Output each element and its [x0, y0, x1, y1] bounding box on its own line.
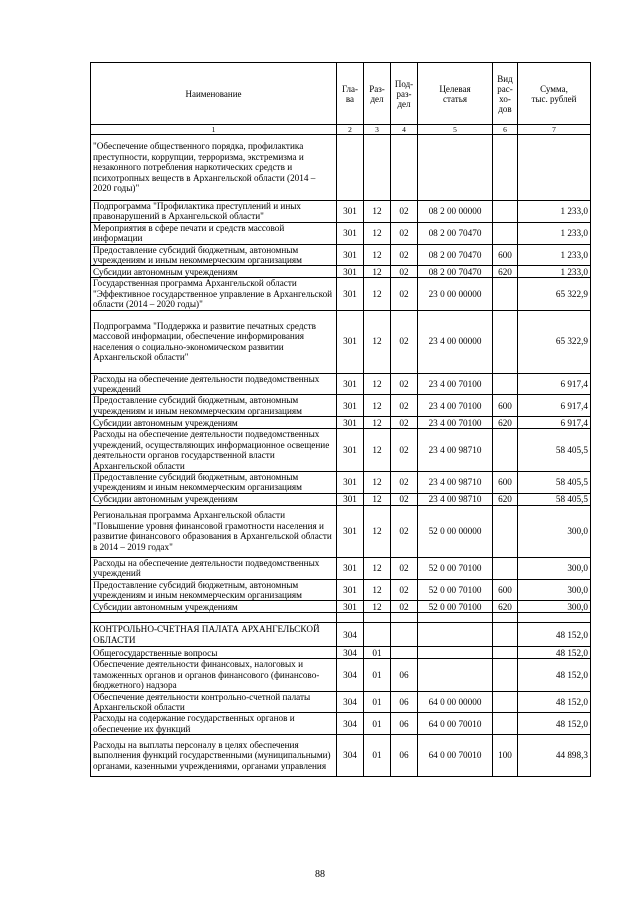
cell-razdel: 12: [364, 505, 391, 557]
header-name: Наименование: [91, 63, 337, 125]
table-row: [91, 135, 591, 201]
cell-summa: 300,0: [518, 579, 591, 601]
cell-name: [91, 613, 337, 623]
cell-summa: 1 233,0: [518, 244, 591, 266]
cell-vid: [493, 691, 518, 713]
cell-summa: 44 898,3: [518, 735, 591, 777]
table-row: [91, 623, 591, 647]
cell-glava: 301: [337, 417, 364, 429]
cell-razdel: 12: [364, 222, 391, 244]
table-row: [91, 579, 591, 601]
cell-podrazdel: 06: [391, 735, 418, 777]
cell-podrazdel: 02: [391, 429, 418, 472]
table-row: [91, 659, 591, 691]
column-number: 3: [364, 125, 391, 135]
cell-statya: [418, 135, 493, 201]
cell-razdel: [364, 613, 391, 623]
cell-glava: 301: [337, 471, 364, 493]
table-row: [91, 429, 591, 472]
cell-razdel: 12: [364, 310, 391, 373]
cell-summa: 58 405,5: [518, 471, 591, 493]
cell-name: Расходы на обеспечение деятельности подведомственных учреждений: [91, 373, 337, 395]
table-row: [91, 310, 591, 373]
cell-glava: 301: [337, 222, 364, 244]
cell-statya: 08 2 00 70470: [418, 222, 493, 244]
cell-summa: [518, 613, 591, 623]
cell-razdel: 12: [364, 201, 391, 223]
cell-summa: 58 405,5: [518, 429, 591, 472]
cell-glava: 301: [337, 493, 364, 505]
cell-statya: 08 2 00 00000: [418, 201, 493, 223]
cell-statya: 52 0 00 70100: [418, 579, 493, 601]
cell-vid: [493, 278, 518, 310]
header-podrazdel: Под- раз- дел: [391, 63, 418, 125]
page-number: 88: [315, 869, 325, 880]
cell-summa: 48 152,0: [518, 623, 591, 647]
cell-name: КОНТРОЛЬНО-СЧЕТНАЯ ПАЛАТА АРХАНГЕЛЬСКОЙ ОБЛАСТИ: [91, 623, 337, 647]
cell-vid: [493, 429, 518, 472]
cell-razdel: 12: [364, 429, 391, 472]
header-razdel: Раз- дел: [364, 63, 391, 125]
cell-statya: [418, 659, 493, 691]
cell-name: Субсидии автономным учреждениям: [91, 493, 337, 505]
cell-podrazdel: 02: [391, 201, 418, 223]
cell-podrazdel: 02: [391, 310, 418, 373]
cell-summa: 48 152,0: [518, 691, 591, 713]
cell-razdel: 12: [364, 278, 391, 310]
cell-razdel: [364, 135, 391, 201]
cell-name: Мероприятия в сфере печати и средств массовой информации: [91, 222, 337, 244]
cell-glava: 301: [337, 395, 364, 417]
cell-statya: 52 0 00 70100: [418, 557, 493, 579]
cell-razdel: 01: [364, 659, 391, 691]
cell-statya: 23 4 00 70100: [418, 373, 493, 395]
cell-vid: [493, 201, 518, 223]
cell-statya: 64 0 00 70010: [418, 735, 493, 777]
cell-name: Региональная программа Архангельской области "Повышение уровня финансовой грамотности населения и развитие финансового образования в Архангельской области в 2014 – 2019 годах": [91, 505, 337, 557]
cell-vid: [493, 713, 518, 735]
cell-podrazdel: [391, 613, 418, 623]
cell-name: Субсидии автономным учреждениям: [91, 601, 337, 613]
cell-podrazdel: 02: [391, 579, 418, 601]
cell-summa: 48 152,0: [518, 659, 591, 691]
cell-vid: 620: [493, 601, 518, 613]
cell-razdel: 12: [364, 373, 391, 395]
cell-razdel: 12: [364, 557, 391, 579]
cell-glava: 301: [337, 601, 364, 613]
cell-summa: 48 152,0: [518, 647, 591, 659]
table-row: [91, 222, 591, 244]
cell-vid: 620: [493, 266, 518, 278]
cell-statya: 08 2 00 70470: [418, 266, 493, 278]
cell-summa: 1 233,0: [518, 222, 591, 244]
cell-glava: 304: [337, 647, 364, 659]
cell-statya: 08 2 00 70470: [418, 244, 493, 266]
cell-summa: 65 322,9: [518, 310, 591, 373]
cell-razdel: 01: [364, 691, 391, 713]
table-row: [91, 601, 591, 613]
table-body: [91, 135, 591, 777]
cell-glava: 304: [337, 713, 364, 735]
cell-glava: 301: [337, 310, 364, 373]
cell-summa: 300,0: [518, 505, 591, 557]
column-number: 6: [493, 125, 518, 135]
cell-statya: 23 4 00 98710: [418, 429, 493, 472]
cell-razdel: 01: [364, 713, 391, 735]
cell-vid: [493, 613, 518, 623]
table-row: [91, 266, 591, 278]
cell-glava: 301: [337, 201, 364, 223]
cell-glava: 301: [337, 579, 364, 601]
cell-glava: 301: [337, 557, 364, 579]
table-row: [91, 613, 591, 623]
cell-statya: [418, 647, 493, 659]
cell-vid: [493, 647, 518, 659]
cell-name: Расходы на содержание государственных органов и обеспечение их функций: [91, 713, 337, 735]
cell-glava: 304: [337, 659, 364, 691]
cell-glava: [337, 135, 364, 201]
cell-name: Подпрограмма "Профилактика преступлений и иных правонарушений в Архангельской области": [91, 201, 337, 223]
table-row: [91, 713, 591, 735]
cell-name: Предоставление субсидий бюджетным, автономным учреждениям и иным некоммерческим организациям: [91, 395, 337, 417]
cell-name: Субсидии автономным учреждениям: [91, 266, 337, 278]
cell-razdel: 12: [364, 579, 391, 601]
cell-razdel: 12: [364, 417, 391, 429]
table-row: [91, 505, 591, 557]
cell-podrazdel: 02: [391, 601, 418, 613]
cell-vid: 600: [493, 471, 518, 493]
table-row: [91, 244, 591, 266]
table-row: [91, 471, 591, 493]
cell-razdel: 12: [364, 266, 391, 278]
cell-name: Обеспечение деятельности контрольно-счетной палаты Архангельской области: [91, 691, 337, 713]
cell-vid: 600: [493, 395, 518, 417]
cell-podrazdel: 02: [391, 266, 418, 278]
cell-vid: 100: [493, 735, 518, 777]
cell-statya: 23 4 00 70100: [418, 395, 493, 417]
cell-name: Расходы на обеспечение деятельности подведомственных учреждений: [91, 557, 337, 579]
cell-glava: 304: [337, 623, 364, 647]
cell-glava: 301: [337, 244, 364, 266]
header-glava: Гла- ва: [337, 63, 364, 125]
cell-summa: 6 917,4: [518, 373, 591, 395]
cell-statya: 23 4 00 70100: [418, 417, 493, 429]
cell-razdel: [364, 623, 391, 647]
header-row: [91, 63, 591, 125]
cell-podrazdel: 02: [391, 244, 418, 266]
column-number: 1: [91, 125, 337, 135]
cell-vid: 620: [493, 417, 518, 429]
cell-razdel: 12: [364, 471, 391, 493]
cell-podrazdel: 02: [391, 557, 418, 579]
cell-name: Субсидии автономным учреждениям: [91, 417, 337, 429]
column-number: 4: [391, 125, 418, 135]
cell-glava: 304: [337, 735, 364, 777]
column-number: 2: [337, 125, 364, 135]
cell-podrazdel: 02: [391, 222, 418, 244]
cell-statya: 23 4 00 00000: [418, 310, 493, 373]
header-vid: Вид рас- хо- дов: [493, 63, 518, 125]
cell-podrazdel: 02: [391, 417, 418, 429]
cell-glava: 301: [337, 429, 364, 472]
cell-name: Подпрограмма "Поддержка и развитие печатных средств массовой информации, обеспечение информирования населения о социально-экономическом развитии Архангельской области": [91, 310, 337, 373]
column-number: 5: [418, 125, 493, 135]
cell-statya: [418, 623, 493, 647]
cell-name: Расходы на выплаты персоналу в целях обеспечения выполнения функций государственными (муниципальными) органами, казенными учреждениями, органами управления: [91, 735, 337, 777]
cell-podrazdel: [391, 135, 418, 201]
cell-vid: [493, 222, 518, 244]
cell-statya: 64 0 00 70010: [418, 713, 493, 735]
table-row: [91, 735, 591, 777]
cell-summa: 58 405,5: [518, 493, 591, 505]
table-row: [91, 395, 591, 417]
cell-razdel: 12: [364, 395, 391, 417]
cell-glava: 301: [337, 373, 364, 395]
cell-podrazdel: 06: [391, 691, 418, 713]
cell-summa: [518, 135, 591, 201]
table-row: [91, 278, 591, 310]
cell-summa: 6 917,4: [518, 417, 591, 429]
cell-name: Расходы на обеспечение деятельности подведомственных учреждений, осуществляющих информационное освещение деятельности органов государственной власти Архангельской области: [91, 429, 337, 472]
cell-vid: [493, 623, 518, 647]
cell-podrazdel: [391, 647, 418, 659]
cell-podrazdel: 02: [391, 395, 418, 417]
cell-statya: [418, 613, 493, 623]
cell-name: Обеспечение деятельности финансовых, налоговых и таможенных органов и органов финансового (финансово-бюджетного) надзора: [91, 659, 337, 691]
cell-summa: 1 233,0: [518, 266, 591, 278]
cell-podrazdel: 02: [391, 278, 418, 310]
cell-statya: 52 0 00 70100: [418, 601, 493, 613]
header-summa: Сумма, тыс. рублей: [518, 63, 591, 125]
cell-statya: 64 0 00 00000: [418, 691, 493, 713]
cell-vid: [493, 505, 518, 557]
cell-glava: 301: [337, 278, 364, 310]
cell-podrazdel: 02: [391, 471, 418, 493]
cell-razdel: 01: [364, 647, 391, 659]
cell-summa: 1 233,0: [518, 201, 591, 223]
cell-name: "Обеспечение общественного порядка, профилактика преступности, коррупции, терроризма, экстремизма и незаконного потребления наркотических средств и психотропных веществ в Архангельской области (2014 – 2020 годы)": [91, 135, 337, 201]
cell-vid: 600: [493, 244, 518, 266]
cell-vid: 600: [493, 579, 518, 601]
cell-name: Предоставление субсидий бюджетным, автономным учреждениям и иным некоммерческим организациям: [91, 244, 337, 266]
cell-podrazdel: [391, 623, 418, 647]
cell-vid: [493, 135, 518, 201]
table-row: [91, 647, 591, 659]
cell-glava: 301: [337, 505, 364, 557]
table-row: [91, 691, 591, 713]
cell-glava: [337, 613, 364, 623]
cell-vid: [493, 557, 518, 579]
cell-name: Общегосударственные вопросы: [91, 647, 337, 659]
cell-podrazdel: 02: [391, 373, 418, 395]
cell-summa: 300,0: [518, 601, 591, 613]
cell-razdel: 12: [364, 601, 391, 613]
cell-name: Предоставление субсидий бюджетным, автономным учреждениям и иным некоммерческим организациям: [91, 471, 337, 493]
cell-summa: 65 322,9: [518, 278, 591, 310]
table-row: [91, 493, 591, 505]
cell-podrazdel: 02: [391, 505, 418, 557]
cell-vid: [493, 659, 518, 691]
cell-glava: 301: [337, 266, 364, 278]
cell-summa: 6 917,4: [518, 395, 591, 417]
column-number-row: [91, 125, 591, 135]
cell-name: Предоставление субсидий бюджетным, автономным учреждениям и иным некоммерческим организациям: [91, 579, 337, 601]
cell-summa: 48 152,0: [518, 713, 591, 735]
cell-vid: [493, 373, 518, 395]
table-row: [91, 201, 591, 223]
cell-podrazdel: 02: [391, 493, 418, 505]
cell-razdel: 12: [364, 244, 391, 266]
column-number: 7: [518, 125, 591, 135]
header-statya: Целевая статья: [418, 63, 493, 125]
cell-statya: 23 4 00 98710: [418, 493, 493, 505]
budget-table: [90, 62, 591, 777]
cell-vid: [493, 310, 518, 373]
cell-statya: 23 0 00 00000: [418, 278, 493, 310]
cell-name: Государственная программа Архангельской области "Эффективное государственное управление в Архангельской области (2014 – 2020 годы)": [91, 278, 337, 310]
cell-vid: 620: [493, 493, 518, 505]
cell-summa: 300,0: [518, 557, 591, 579]
cell-podrazdel: 06: [391, 713, 418, 735]
cell-glava: 304: [337, 691, 364, 713]
cell-razdel: 12: [364, 493, 391, 505]
table-row: [91, 417, 591, 429]
cell-podrazdel: 06: [391, 659, 418, 691]
table-row: [91, 557, 591, 579]
cell-razdel: 01: [364, 735, 391, 777]
table-row: [91, 373, 591, 395]
cell-statya: 52 0 00 00000: [418, 505, 493, 557]
cell-statya: 23 4 00 98710: [418, 471, 493, 493]
